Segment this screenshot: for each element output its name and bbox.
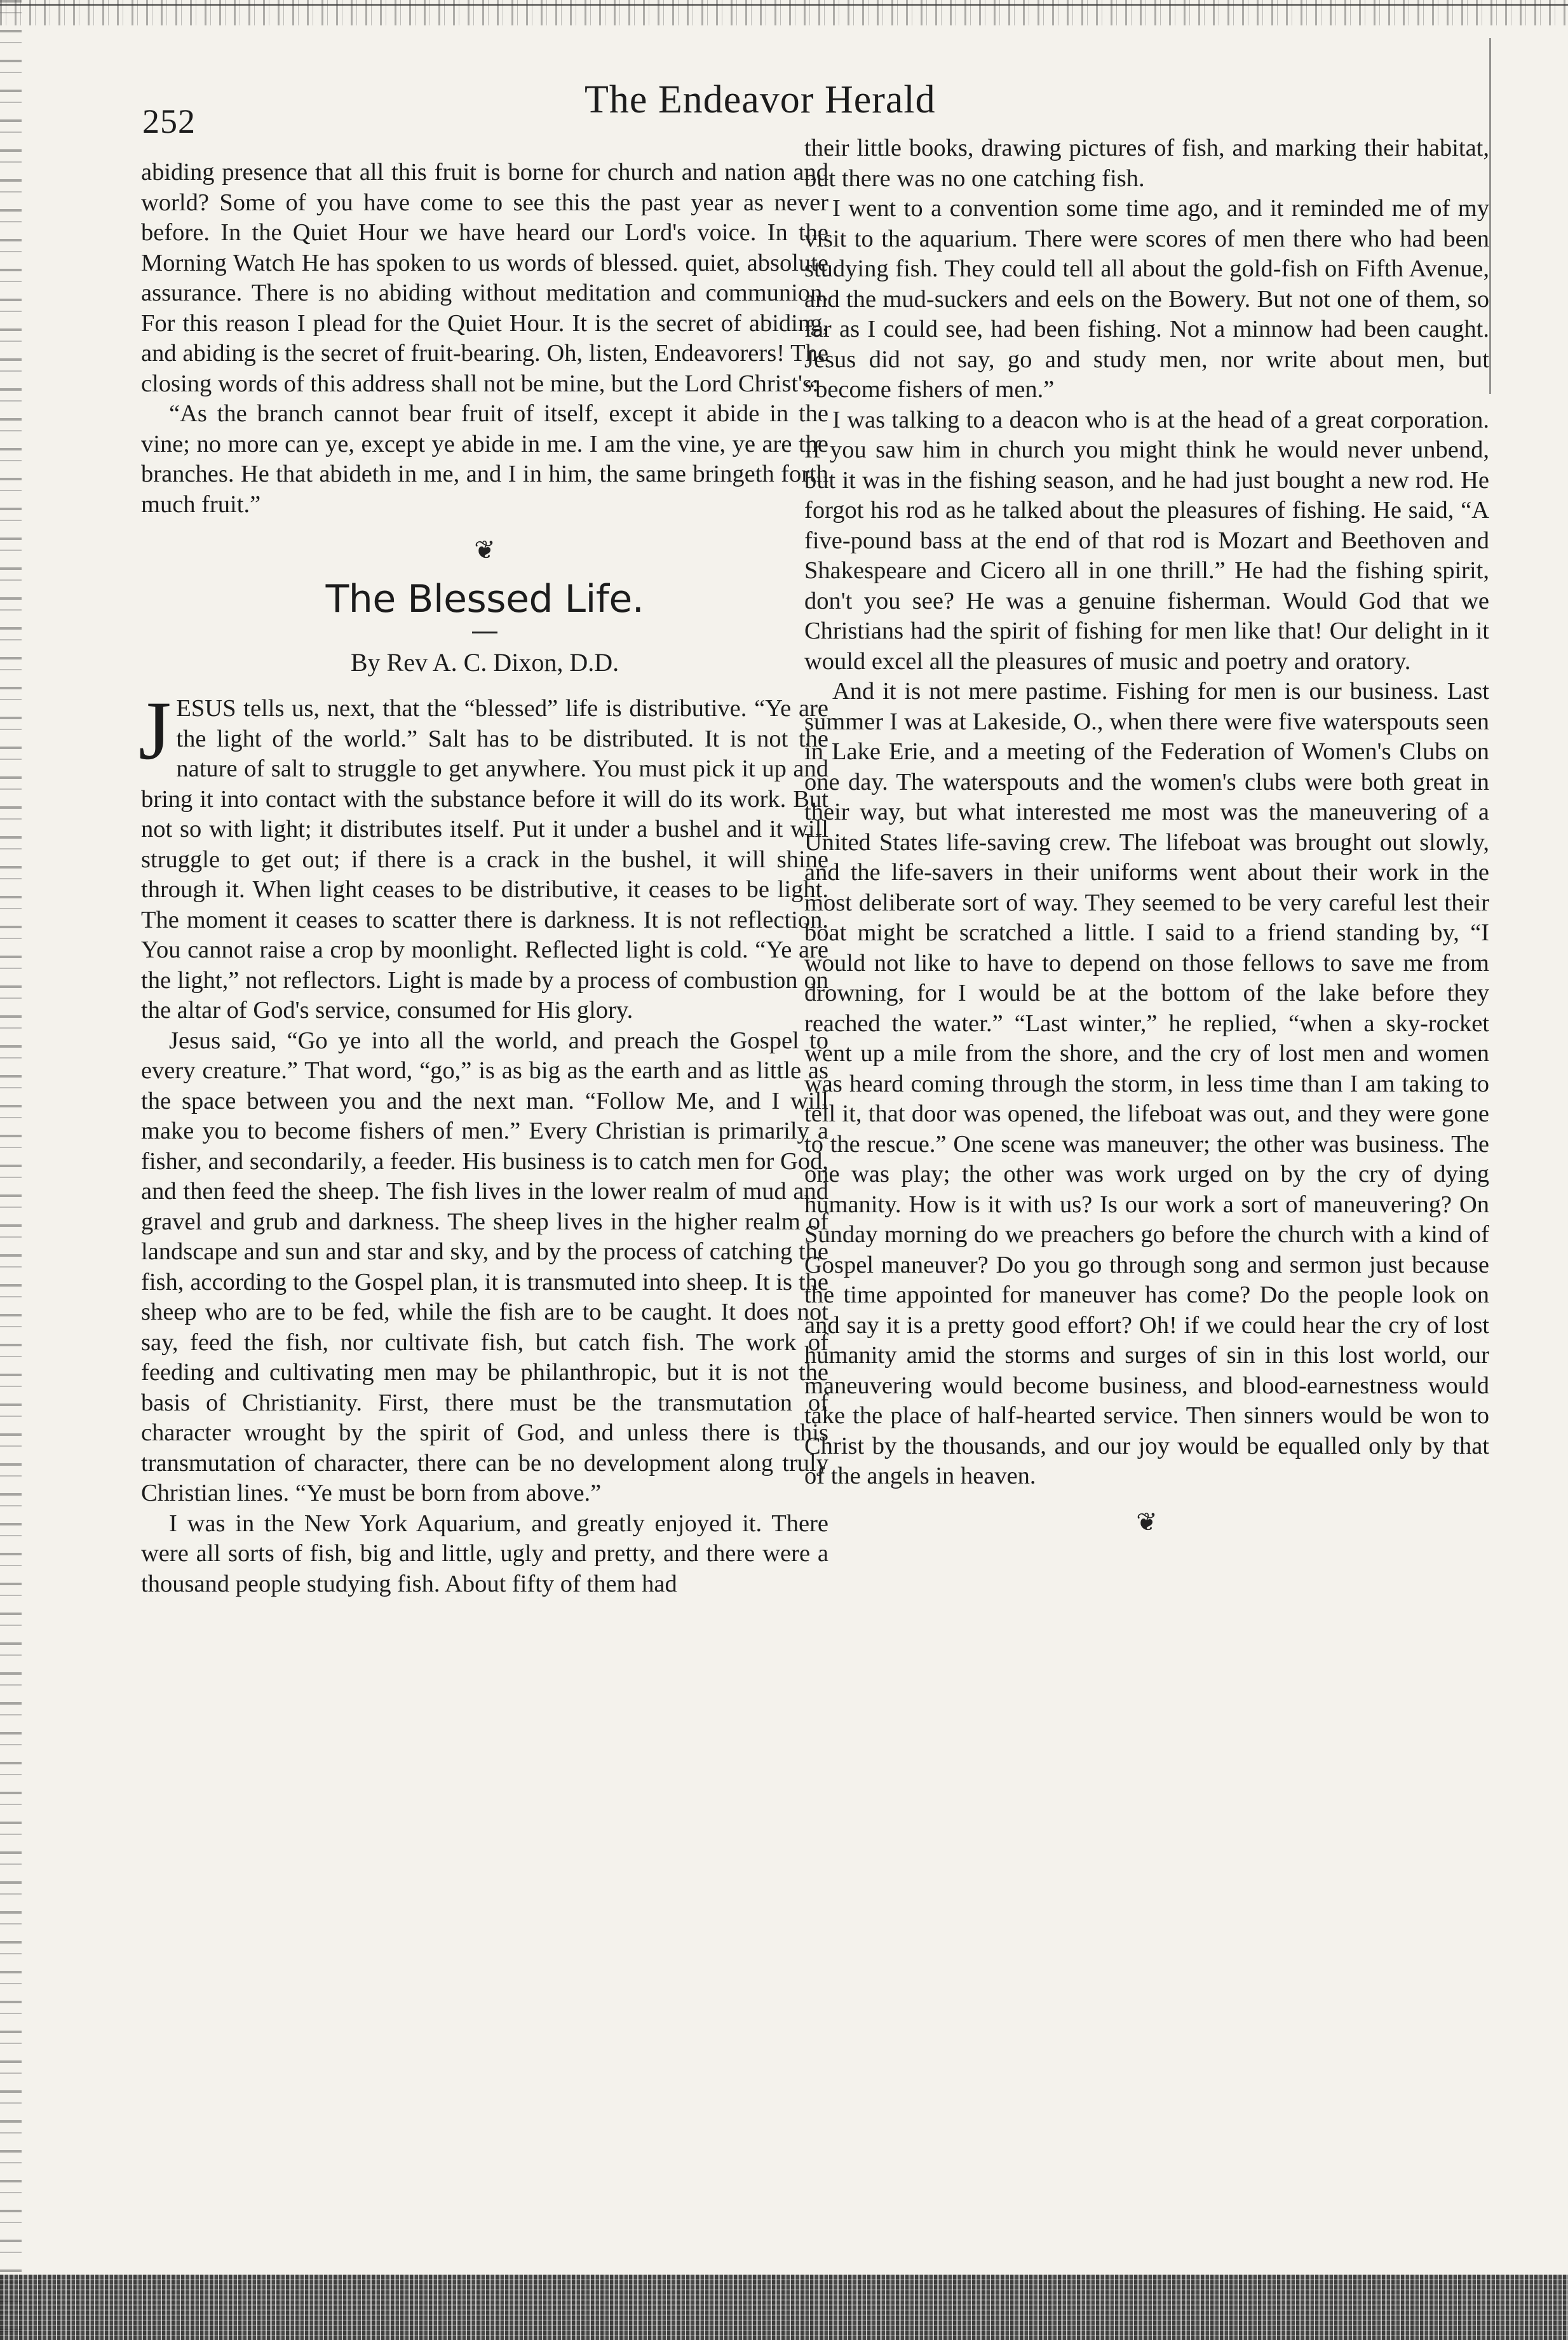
first-paragraph-text: ESUS tells us, next, that the “blessed” life is distributive. “Ye are the light of the world.” Salt has to be distributed. It is not the nature of salt to struggle to get anywhere. You must pick it up and bring it into contact with the substance before it will do its work. But not so with light; it distributes itself. Put it under a bushel and it will struggle to get out; if there is a crack in the bushel, it will shine through it. When light ceases to be distributive, it ceases to be light. The moment it ceases to scatter there is darkness. It is not reflection. You cannot raise a crop by moonlight. Reflected light is cold. “Ye are the light,” not reflectors. Light is made by a process of combustion on the altar of God's service, consumed for His glory. xyxy=(141,695,828,1024)
scan-edge-left xyxy=(0,0,22,2340)
drop-cap: J xyxy=(139,684,172,777)
title-rule xyxy=(472,632,497,633)
paragraph: And it is not mere pastime. Fishing for men is our business. Last summer I was at Lakeside, O., when there were five waterspouts seen in Lake Erie, and a meeting of the Federation of Women's Clubs on one day. The waterspouts and the women's clubs were both great in their way, but what interested me most was the maneuvering of a United States life-saving crew. The lifeboat was brought out slowly, and the life-savers in their uniforms went about their work in the most deliberate sort of way. They seemed to be very careful lest their boat might be scratched a little. I said to a friend standing by, “I would not like to have to depend on those fellows to save me from drowning, for I would be at the bottom of the lake before they reached the water.” “Last winter,” he replied, “when a sky-rocket went up a mile from the shore, and the cry of lost men and women was heard coming through the storm, in less time than I am taking to tell it, that door was opened, the lifeboat was out, and they were gone to the rescue.” One scene was maneuver; the other was business. The one was play; the other was work urged on by the cry of dying humanity. How is it with us? Is our work a sort of maneuvering? On Sunday morning do we preachers go before the church with a kind of Gospel maneuver? Do you go through song and sermon just because the time appointed for maneuver has come? Do the people look on and say it is a pretty good effort? Oh! if we could hear the cry of lost humanity amid the storms and surges of sin in this lost world, our maneuvering would become business, and blood-earnestness would take the place of half-hearted service. Then sinners would be won to Christ by the thousands, and our joy would be equalled only by that of the angels in heaven. xyxy=(804,678,1489,1489)
ornament-icon: ❦ xyxy=(1136,1507,1158,1536)
scan-artifact-line xyxy=(1489,38,1491,394)
right-column xyxy=(804,133,1489,1548)
paragraph: abiding presence that all this fruit is borne for church and nation and world? Some of you have come to see this the past year as never before. In the Quiet Hour we have heard our Lord's voice. In the Morning Watch He has spoken to us words of blessed. quiet, absolute assurance. There is no abiding without meditation and communion. For this reason I plead for the Quiet Hour. It is the secret of abiding, and abiding is the secret of fruit-bearing. Oh, listen, Endeavorers! The closing words of this address shall not be mine, but the Lord Christ's: xyxy=(141,159,828,397)
paragraph-continuation: their little books, drawing pictures of fish, and marking their habitat, but there was no one catching fish. xyxy=(804,135,1489,192)
paragraph: I went to a convention some time ago, and it reminded me of my visit to the aquarium. There were scores of men there who had been studying fish. They could tell all about the gold-fish on Fifth Avenue, and the mud-suckers and eels on the Bowery. But not one of them, so far as I could see, had been fishing. Not a minnow had been caught. Jesus did not say, go and study men, nor write about men, but “become fishers of men.” xyxy=(804,195,1489,403)
left-column xyxy=(141,158,828,1599)
running-title: The Endeavor Herald xyxy=(585,78,936,121)
paragraph: Jesus said, “Go ye into all the world, and preach the Gospel to every creature.” That word, “go,” is as big as the earth and as little as the space between you and the next man. “Follow Me, and I will make you to become fishers of men.” Every Christian is primarily a fisher, and secondarily, a feeder. His business is to catch men for God, and then feed the sheep. The fish lives in the lower realm of mud and gravel and grub and darkness. The sheep lives in the higher realm of landscape and sun and star and sky, and by the process of catching the fish, according to the Gospel plan, it is transmuted into sheep. It is the sheep who are to be fed, while the fish are to be caught. It does not say, feed the fish, nor cultivate fish, but catch fish. The work of feeding and cultivating men may be philanthropic, but it is not the basis of Christianity. First, there must be the transmutation of character wrought by the spirit of God, and unless there is this transmutation of character, there can be no development along truly Christian lines. “Ye must be born from above.” xyxy=(141,1027,828,1506)
scan-rule-top xyxy=(0,4,1568,6)
ornament-icon: ❦ xyxy=(474,536,496,564)
paragraph: I was talking to a deacon who is at the head of a great corporation. If you saw him in church you might think he would never unbend, but it was in the fishing season, and he had just bought a new rod. He forgot his rod as he talked about the pleasures of fishing. He said, “A five-pound bass at the end of that rod is Mozart and Beethoven and Shakespeare and Cicero all in one thrill.” He had the fishing spirit, don't you see? He was a genuine fisherman. Would God that we Christians had the spirit of fishing for men like that! Our delight in it would excel all the pleasures of music and poetry and oratory. xyxy=(804,406,1489,675)
first-paragraph xyxy=(139,684,828,1026)
article-title: The Blessed Life. xyxy=(325,576,644,621)
article-byline: By Rev A. C. Dixon, D.D. xyxy=(350,647,619,677)
paragraph: I was in the New York Aquarium, and greatly enjoyed it. There were all sorts of fish, big and little, ugly and pretty, and there were a thousand people studying fish. About fifty of them had xyxy=(141,1510,828,1597)
scripture-quote: “As the branch cannot bear fruit of itself, except it abide in the vine; no more can ye, except ye abide in me. I am the vine, ye are the branches. He that abideth in me, and I in him, the same bringeth forth much fruit.” xyxy=(141,400,828,518)
scan-edge-bottom xyxy=(0,2275,1568,2340)
page-number: 252 xyxy=(142,102,196,140)
